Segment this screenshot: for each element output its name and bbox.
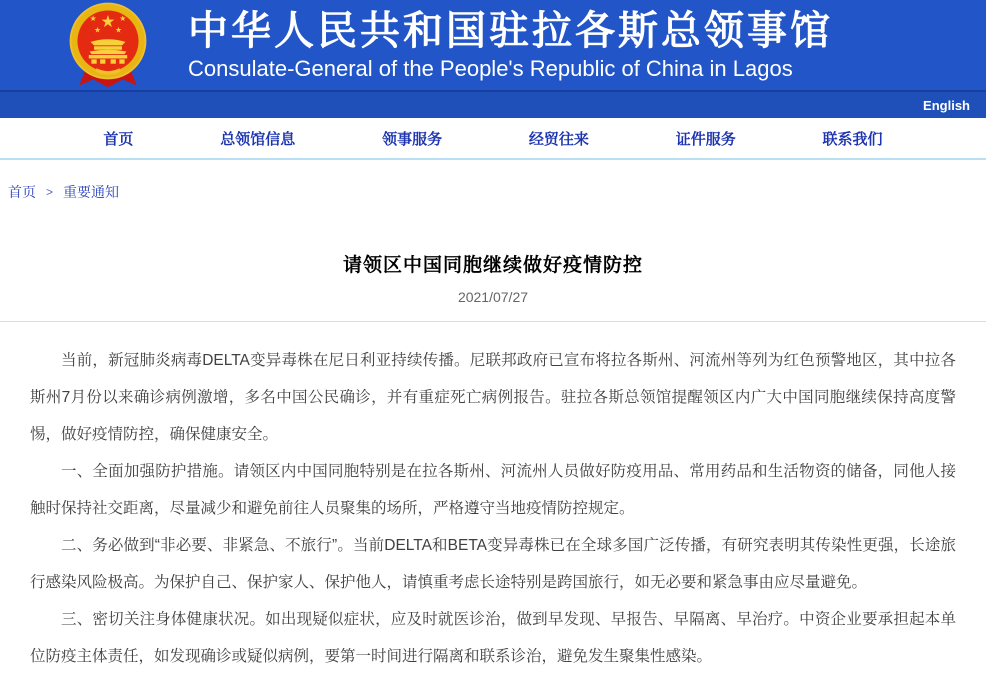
site-title-chinese: 中华人民共和国驻拉各斯总领事馆: [188, 8, 833, 53]
article-date: 2021/07/27: [457, 289, 529, 305]
english-language-link[interactable]: English: [923, 97, 970, 113]
nav-item-home[interactable]: 首页: [103, 130, 134, 148]
nav-item-trade[interactable]: 经贸往来: [528, 130, 589, 148]
nav-item-contact[interactable]: 联系我们: [822, 130, 883, 148]
article-paragraph-4: 三、密切关注身体健康状况。如出现疑似症状，应及时就医诊治，做到早发现、早报告、早隔离、早治疗。中资企业要承担起本单位防疫主体责任，如发现确诊或疑似病例，要第一时间进行隔离和联系诊治，避免发生聚集性感染。: [30, 611, 956, 665]
nav-item-consulate-info[interactable]: 总领馆信息: [220, 130, 296, 148]
site-title-english: Consulate-General of the People's Republic of China in Lagos: [188, 56, 793, 81]
article-paragraph-2: 一、全面加强防护措施。请领区内中国同胞特别是在拉各斯州、河流州人员做好防疫用品、常用药品和生活物资的储备，同他人接触时保持社交距离，尽量减少和避免前往人员聚集的场所，严格遵守当地疫情防控规定。: [30, 463, 956, 517]
emblem-big-star: ★: [100, 12, 116, 32]
site-header: [0, 0, 986, 90]
article-paragraph-1: 当前，新冠肺炎病毒DELTA变异毒株在尼日利亚持续传播。尼联邦政府已宣布将拉各斯州、河流州等列为红色预警地区，其中拉各斯州7月份以来确诊病例激增，多名中国公民确诊，并有重症死亡病例报告。驻拉各斯总领馆提醒领区内广大中国同胞继续保持高度警惕，做好疫情防控，确保健康安全。: [30, 352, 956, 443]
article-paragraph-3: 二、务必做到“非必要、非紧急、不旅行”。当前DELTA和BETA变异毒株已在全球多国广泛传播，有研究表明其传染性更强，长途旅行感染风险极高。为保护自己、保护家人、保护他人，请慎重考虑长途特别是跨国旅行，如无必要和紧急事由应尽量避免。: [30, 537, 956, 591]
nav-item-documents[interactable]: 证件服务: [675, 130, 736, 148]
svg-text:★: ★: [94, 25, 102, 35]
main-nav: [0, 118, 986, 160]
breadcrumb: [0, 160, 986, 220]
svg-text:★: ★: [119, 13, 127, 23]
article-body: [0, 322, 986, 675]
breadcrumb-home-link[interactable]: 首页: [8, 184, 36, 200]
svg-text:★: ★: [114, 25, 122, 35]
header-titles: [188, 8, 833, 82]
china-national-emblem-icon: [62, 0, 154, 96]
breadcrumb-separator-icon: >: [46, 185, 54, 199]
article-title: 请领区中国同胞继续做好疫情防控: [342, 255, 643, 276]
breadcrumb-current[interactable]: 重要通知: [63, 184, 120, 200]
svg-text:★: ★: [89, 13, 97, 23]
article-header: [0, 220, 986, 322]
nav-item-consular-services[interactable]: 领事服务: [382, 130, 443, 148]
